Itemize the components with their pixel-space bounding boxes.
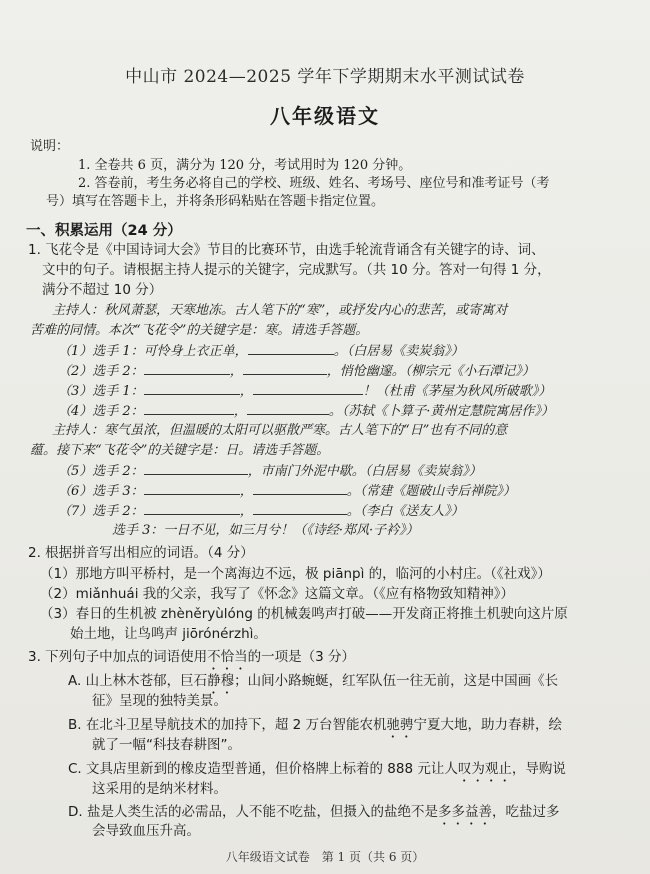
q1-stem-line2: 文中的句子。请根据主持人提示的关键字，完成默写。（共 10 分。答对一句得 1 分， (42, 262, 551, 278)
option-a-text-cont: ；山间小路蜿蜒，红军队伍一往无前，这是中国画《长 (234, 673, 559, 689)
option-b-dotted-word: 驰骋 (386, 717, 414, 733)
answer-blank[interactable] (248, 342, 334, 355)
option-a-cont: 征》呈现的独特美景。 (92, 693, 227, 709)
q1-item-8: 选手 3：一日不见，如三月兮！（《诗经·郑风·子衿》） (112, 523, 419, 538)
notes-item-2-cont: 号）填写在答题卡上，并将条形码粘贴在答题卡指定位置。 (46, 194, 385, 209)
option-d-cont: 会导致血压升高。 (92, 823, 200, 839)
answer-blank[interactable] (243, 362, 327, 375)
q3-stem (28, 648, 355, 673)
item-4-source: 。（苏轼《卜算子·黄州定慧院寓居作》） (328, 404, 554, 419)
q2-item-3-cont: 始土地，让鸟鸣声 jiōrónérzhì。 (70, 626, 267, 642)
answer-blank[interactable] (144, 382, 240, 395)
exam-subject: 八年级语文 (270, 104, 380, 128)
q1-host-1a: 主持人：秋风萧瑟，天寒地冻。古人笔下的“寒”，或抒发内心的悲苦，或寄寓对 (52, 303, 508, 318)
item-3-prefix: （3）选手 1： (58, 384, 144, 399)
item-5-prefix: （5）选手 2： (58, 464, 144, 479)
answer-blank[interactable] (144, 462, 248, 475)
item-7-prefix: （7）选手 2： (58, 504, 144, 519)
comma: ， (229, 364, 243, 379)
answer-blank[interactable] (144, 482, 240, 495)
option-c-cont: 这采用的是纳米材料。 (92, 781, 227, 797)
answer-blank[interactable] (253, 482, 347, 495)
q1-item-1 (58, 342, 464, 361)
item-2-prefix: （2）选手 2： (58, 364, 144, 379)
option-b-cont: 就了一幅“科技春耕图”。 (92, 737, 241, 753)
section-heading: 一、积累运用（24 分） (26, 223, 182, 239)
option-b-text: B. 在北斗卫星导航技术的加持下，超 2 万台智能农机 (68, 717, 387, 733)
comma: ， (239, 504, 253, 519)
answer-blank[interactable] (144, 502, 240, 515)
option-d-text-cont: ，吃盐过多 (491, 804, 560, 820)
q1-host-2a: 主持人：寒气虽浓，但温暖的太阳可以驱散严寒。古人笔下的“日”也有不同的意 (52, 423, 508, 438)
item-6-prefix: （6）选手 3： (58, 484, 144, 499)
item-1-prefix: （1）选手 1：可怜身上衣正单， (58, 344, 248, 359)
exam-title: 中山市 2024—2025 学年下学期期末水平测试试卷 (125, 67, 525, 87)
notes-item-1: 1. 全卷共 6 页，满分为 120 分，考试用时为 120 分钟。 (78, 158, 412, 173)
option-c-text-cont: ，导购说 (511, 761, 566, 777)
q3-stem-text: 3. 下列句子中加点的词语使用 (28, 649, 208, 665)
item-2-source: ，悄怆幽邃。（柳宗元《小石潭记》） (326, 364, 535, 379)
q1-stem-line3: 满分不超过 10 分） (42, 282, 163, 298)
item-7-source: 。（李白《送友人》） (346, 504, 464, 519)
q1-item-4 (58, 402, 554, 421)
q1-host-1b: 苦难的同情。本次“飞花令”的关键字是：寒。请选手答题。 (30, 323, 369, 338)
q3-stem-score: 的一项是（3 分） (247, 649, 356, 665)
q2-stem: 2. 根据拼音写出相应的词语。（4 分） (28, 545, 254, 561)
q1-stem-line1: 1. 飞花令是《中国诗词大会》节目的比赛环节，由选手轮流背诵含有关键字的诗、词、 (28, 242, 545, 258)
answer-blank[interactable] (253, 502, 347, 515)
item-4-prefix: （4）选手 2： (58, 404, 144, 419)
answer-blank[interactable] (144, 402, 234, 415)
q1-item-7 (58, 502, 464, 521)
option-a-dotted-word: 静穆 (207, 673, 235, 689)
q1-item-3 (58, 382, 551, 401)
item-1-source: 。（白居易《卖炭翁》） (333, 344, 464, 359)
notes-label: 说明： (30, 139, 70, 154)
comma: ， (239, 384, 253, 399)
option-a-text: A. 山上林木苍郁，巨石 (68, 673, 208, 689)
q1-host-2b: 蕴。接下来“飞花令”的关键字是：日。请选手答题。 (30, 443, 330, 458)
answer-blank[interactable] (144, 362, 230, 375)
notes-item-2: 2. 答卷前，考生务必将自己的学校、班级、姓名、考场号、座位号和准考证号（考 (78, 176, 550, 191)
answer-blank[interactable] (253, 382, 363, 395)
option-b-text-cont: 宁夏大地，助力春耕，绘 (413, 717, 563, 733)
q2-item-1: （1）那地方叫平桥村，是一个离海边不远，极 piānpì 的，临河的小村庄。（《社戏》） (40, 566, 551, 582)
option-c-dotted-word: 叹为观止 (457, 761, 512, 777)
emphasized-words: 不恰当 (207, 649, 248, 665)
q1-item-2 (58, 362, 535, 381)
comma: ， (233, 404, 247, 419)
item-6-source: 。（常建《题破山寺后禅院》） (346, 484, 516, 499)
q1-item-6 (58, 482, 516, 501)
q2-item-2: （2）miǎnhuái 我的父亲，我写了《怀念》这篇文章。（《应有格物致知精神》） (40, 586, 514, 602)
option-d-text: D. 盐是人类生活的必需品，人不能不吃盐，但摄入的盐绝不是 (68, 804, 438, 820)
answer-blank[interactable] (247, 402, 329, 415)
option-d-dotted-word: 多多益善 (437, 804, 492, 820)
comma: ， (239, 484, 253, 499)
page-footer: 八年级语文试卷 第 1 页（共 6 页） (225, 850, 425, 864)
item-5-source: ，市南门外泥中歇。（白居易《卖炭翁》） (247, 464, 482, 479)
option-c-text: C. 文具店里新到的橡皮造型普通，但价格牌上标着的 888 元让人 (68, 761, 458, 777)
item-3-source: ！（杜甫《茅屋为秋风所破歌》） (362, 384, 552, 399)
q1-item-5 (58, 462, 482, 481)
q2-item-3: （3）春日的生机被 zhèněryùlóng 的机械轰鸣声打破——开发商正将推土机驶向这片原 (40, 606, 568, 622)
